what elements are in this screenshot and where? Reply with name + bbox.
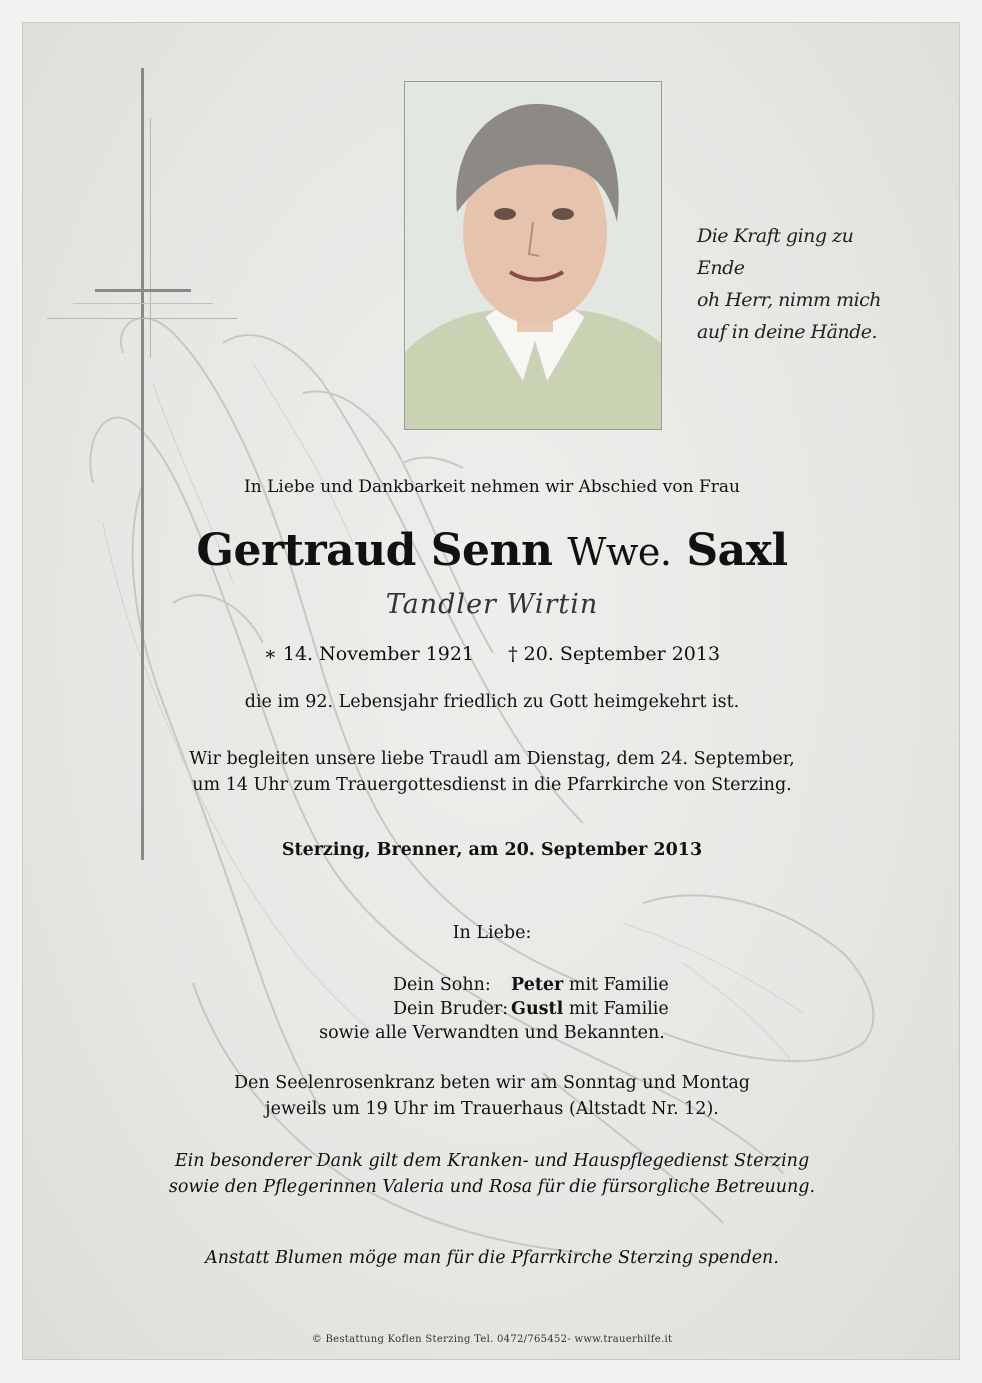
death-date: † 20. September 2013 xyxy=(508,643,721,665)
relative-suffix: mit Familie xyxy=(568,999,669,1019)
family-row-brother xyxy=(393,996,669,1022)
passing-text: die im 92. Lebensjahr friedlich zu Gott heimgekehrt ist. xyxy=(244,692,740,712)
footer-credit: © Bestattung Koflen Sterzing Tel. 0472/765452- www.trauerhilfe.it xyxy=(311,1334,673,1345)
intro-text: In Liebe und Dankbarkeit nehmen wir Abschied von Frau xyxy=(244,477,740,497)
place-date: Sterzing, Brenner, am 20. September 2013 xyxy=(281,840,703,860)
widow-abbrev: Wwe. xyxy=(567,530,672,574)
verse-line: Die Kraft ging zu Ende xyxy=(697,225,854,279)
rosary-line: jeweils um 19 Uhr im Trauerhaus (Altstadt Nr. 12). xyxy=(265,1099,719,1119)
cross-horizontal-thin-line xyxy=(73,303,213,304)
relation-label: Dein Bruder: xyxy=(393,999,509,1019)
verse-line: oh Herr, nimm mich xyxy=(697,289,882,311)
cross-vertical-line xyxy=(141,68,144,860)
thanks-line: Ein besonderer Dank gilt dem Kranken- und Hauspflegedienst Sterzing xyxy=(174,1151,810,1171)
deceased-name xyxy=(23,525,960,576)
verse xyxy=(697,220,897,348)
funeral-text xyxy=(23,746,960,798)
relative-name: Peter xyxy=(511,975,564,995)
first-name: Gertraud Senn xyxy=(196,525,553,576)
thanks-text xyxy=(23,1148,960,1200)
relative-suffix: mit Familie xyxy=(568,975,669,995)
cross-vertical-thin-line xyxy=(150,118,151,358)
portrait-photo xyxy=(404,81,662,430)
in-liebe-heading: In Liebe: xyxy=(452,923,532,943)
verse-line: auf in deine Hände. xyxy=(697,321,878,343)
rosary-text xyxy=(23,1070,960,1122)
birth-date: ∗ 14. November 1921 xyxy=(263,643,475,665)
cross-horizontal-line xyxy=(95,289,191,292)
rosary-line: Den Seelenrosenkranz beten wir am Sonntag und Montag xyxy=(234,1073,750,1093)
obituary-card xyxy=(22,22,960,1360)
family-others: sowie alle Verwandten und Bekannten. xyxy=(319,1023,665,1043)
funeral-line: Wir begleiten unsere liebe Traudl am Dienstag, dem 24. September, xyxy=(189,749,795,769)
last-name: Saxl xyxy=(686,525,788,576)
relation-label: Dein Sohn: xyxy=(393,975,491,995)
flowers-text: Anstatt Blumen möge man für die Pfarrkirche Sterzing spenden. xyxy=(205,1248,779,1268)
family-row-son xyxy=(393,972,669,998)
life-dates xyxy=(23,643,960,665)
cross-horizontal-thin-line-lower xyxy=(47,318,237,319)
thanks-line: sowie den Pflegerinnen Valeria und Rosa für die fürsorgliche Betreuung. xyxy=(168,1177,816,1197)
relative-name: Gustl xyxy=(511,999,564,1019)
funeral-line: um 14 Uhr zum Trauergottesdienst in die Pfarrkirche von Sterzing. xyxy=(192,775,792,795)
nickname: Tandler Wirtin xyxy=(385,589,599,620)
